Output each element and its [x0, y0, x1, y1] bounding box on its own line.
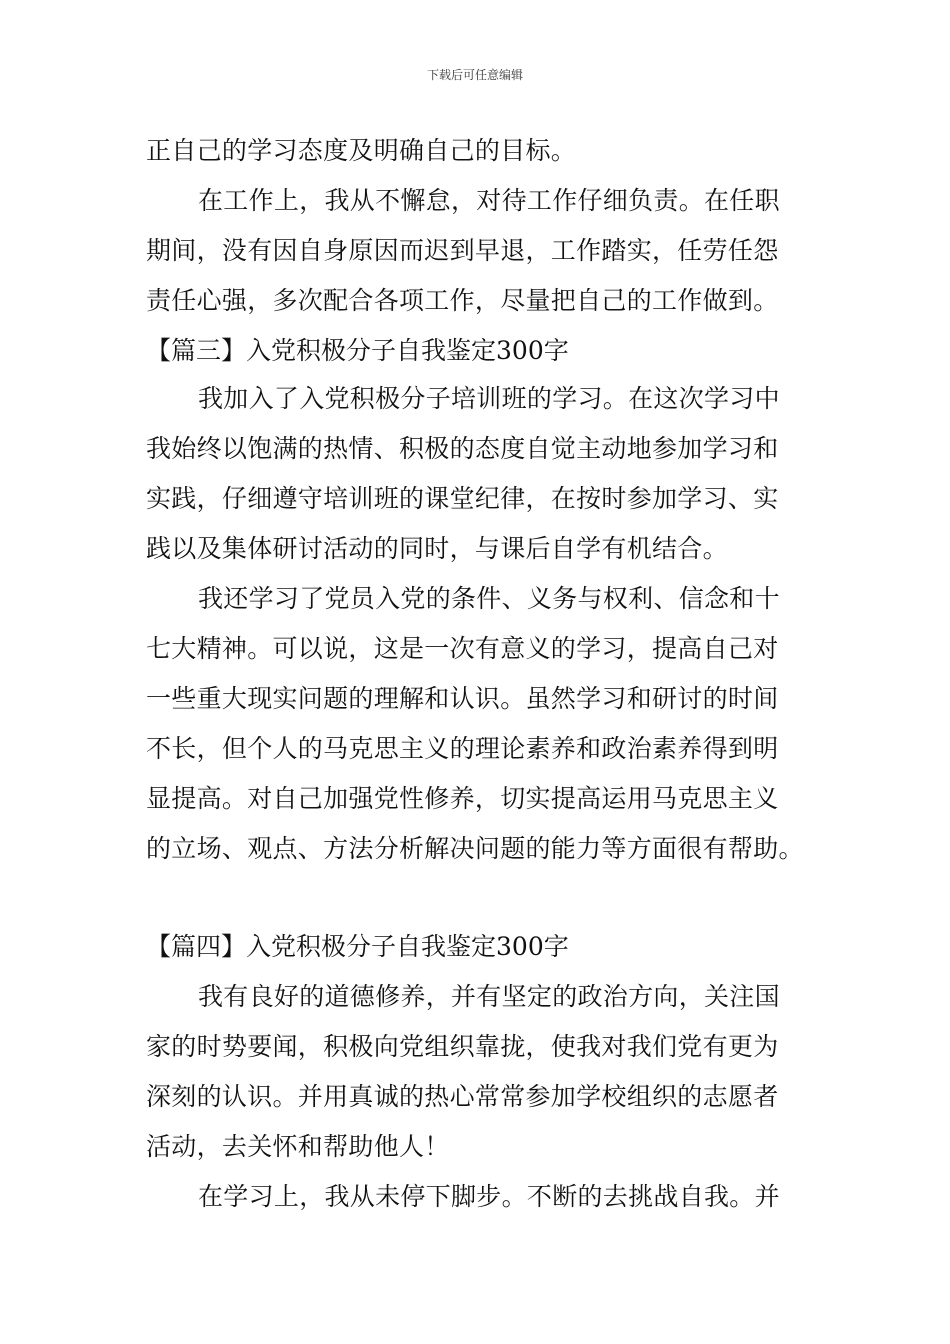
text-line: 期间，没有因自身原因而迟到早退，工作踏实，任劳任怨	[146, 236, 779, 265]
text-line: 在学习上，我从未停下脚步。不断的去挑战自我。并	[198, 1182, 780, 1211]
text-line: 深刻的认识。并用真诚的热心常常参加学校组织的志愿者	[146, 1082, 779, 1111]
text-line: 正自己的学习态度及明确自己的目标。	[146, 136, 577, 165]
section-heading-3: 【篇三】入党积极分子自我鉴定300字	[146, 336, 569, 365]
text-line: 在工作上，我从不懈怠，对待工作仔细负责。在任职	[198, 186, 780, 215]
text-line: 我加入了入党积极分子培训班的学习。在这次学习中	[198, 384, 780, 413]
page-header: 下载后可任意编辑	[426, 68, 523, 82]
text-line: 责任心强，多次配合各项工作，尽量把自己的工作做到。	[146, 286, 779, 315]
text-line: 一些重大现实问题的理解和认识。虽然学习和研讨的时间	[146, 684, 779, 713]
text-line: 显提高。对自己加强党性修养，切实提高运用马克思主义	[146, 784, 779, 813]
text-line: 家的时势要闻，积极向党组织靠拢，使我对我们党有更为	[146, 1032, 779, 1061]
text-line: 实践，仔细遵守培训班的课堂纪律，在按时参加学习、实	[146, 484, 779, 513]
text-line: 活动，去关怀和帮助他人！	[146, 1132, 450, 1161]
text-line: 我始终以饱满的热情、积极的态度自觉主动地参加学习和	[146, 434, 779, 463]
text-line: 的立场、观点、方法分析解决问题的能力等方面很有帮助。	[146, 834, 804, 863]
text-line: 七大精神。可以说，这是一次有意义的学习，提高自己对	[146, 634, 779, 663]
text-line: 我有良好的道德修养，并有坚定的政治方向，关注国	[198, 982, 780, 1011]
section-heading-4: 【篇四】入党积极分子自我鉴定300字	[146, 932, 569, 961]
text-line: 不长，但个人的马克思主义的理论素养和政治素养得到明	[146, 734, 779, 763]
text-line: 践以及集体研讨活动的同时，与课后自学有机结合。	[146, 534, 728, 563]
text-line: 我还学习了党员入党的条件、义务与权利、信念和十	[198, 584, 780, 613]
